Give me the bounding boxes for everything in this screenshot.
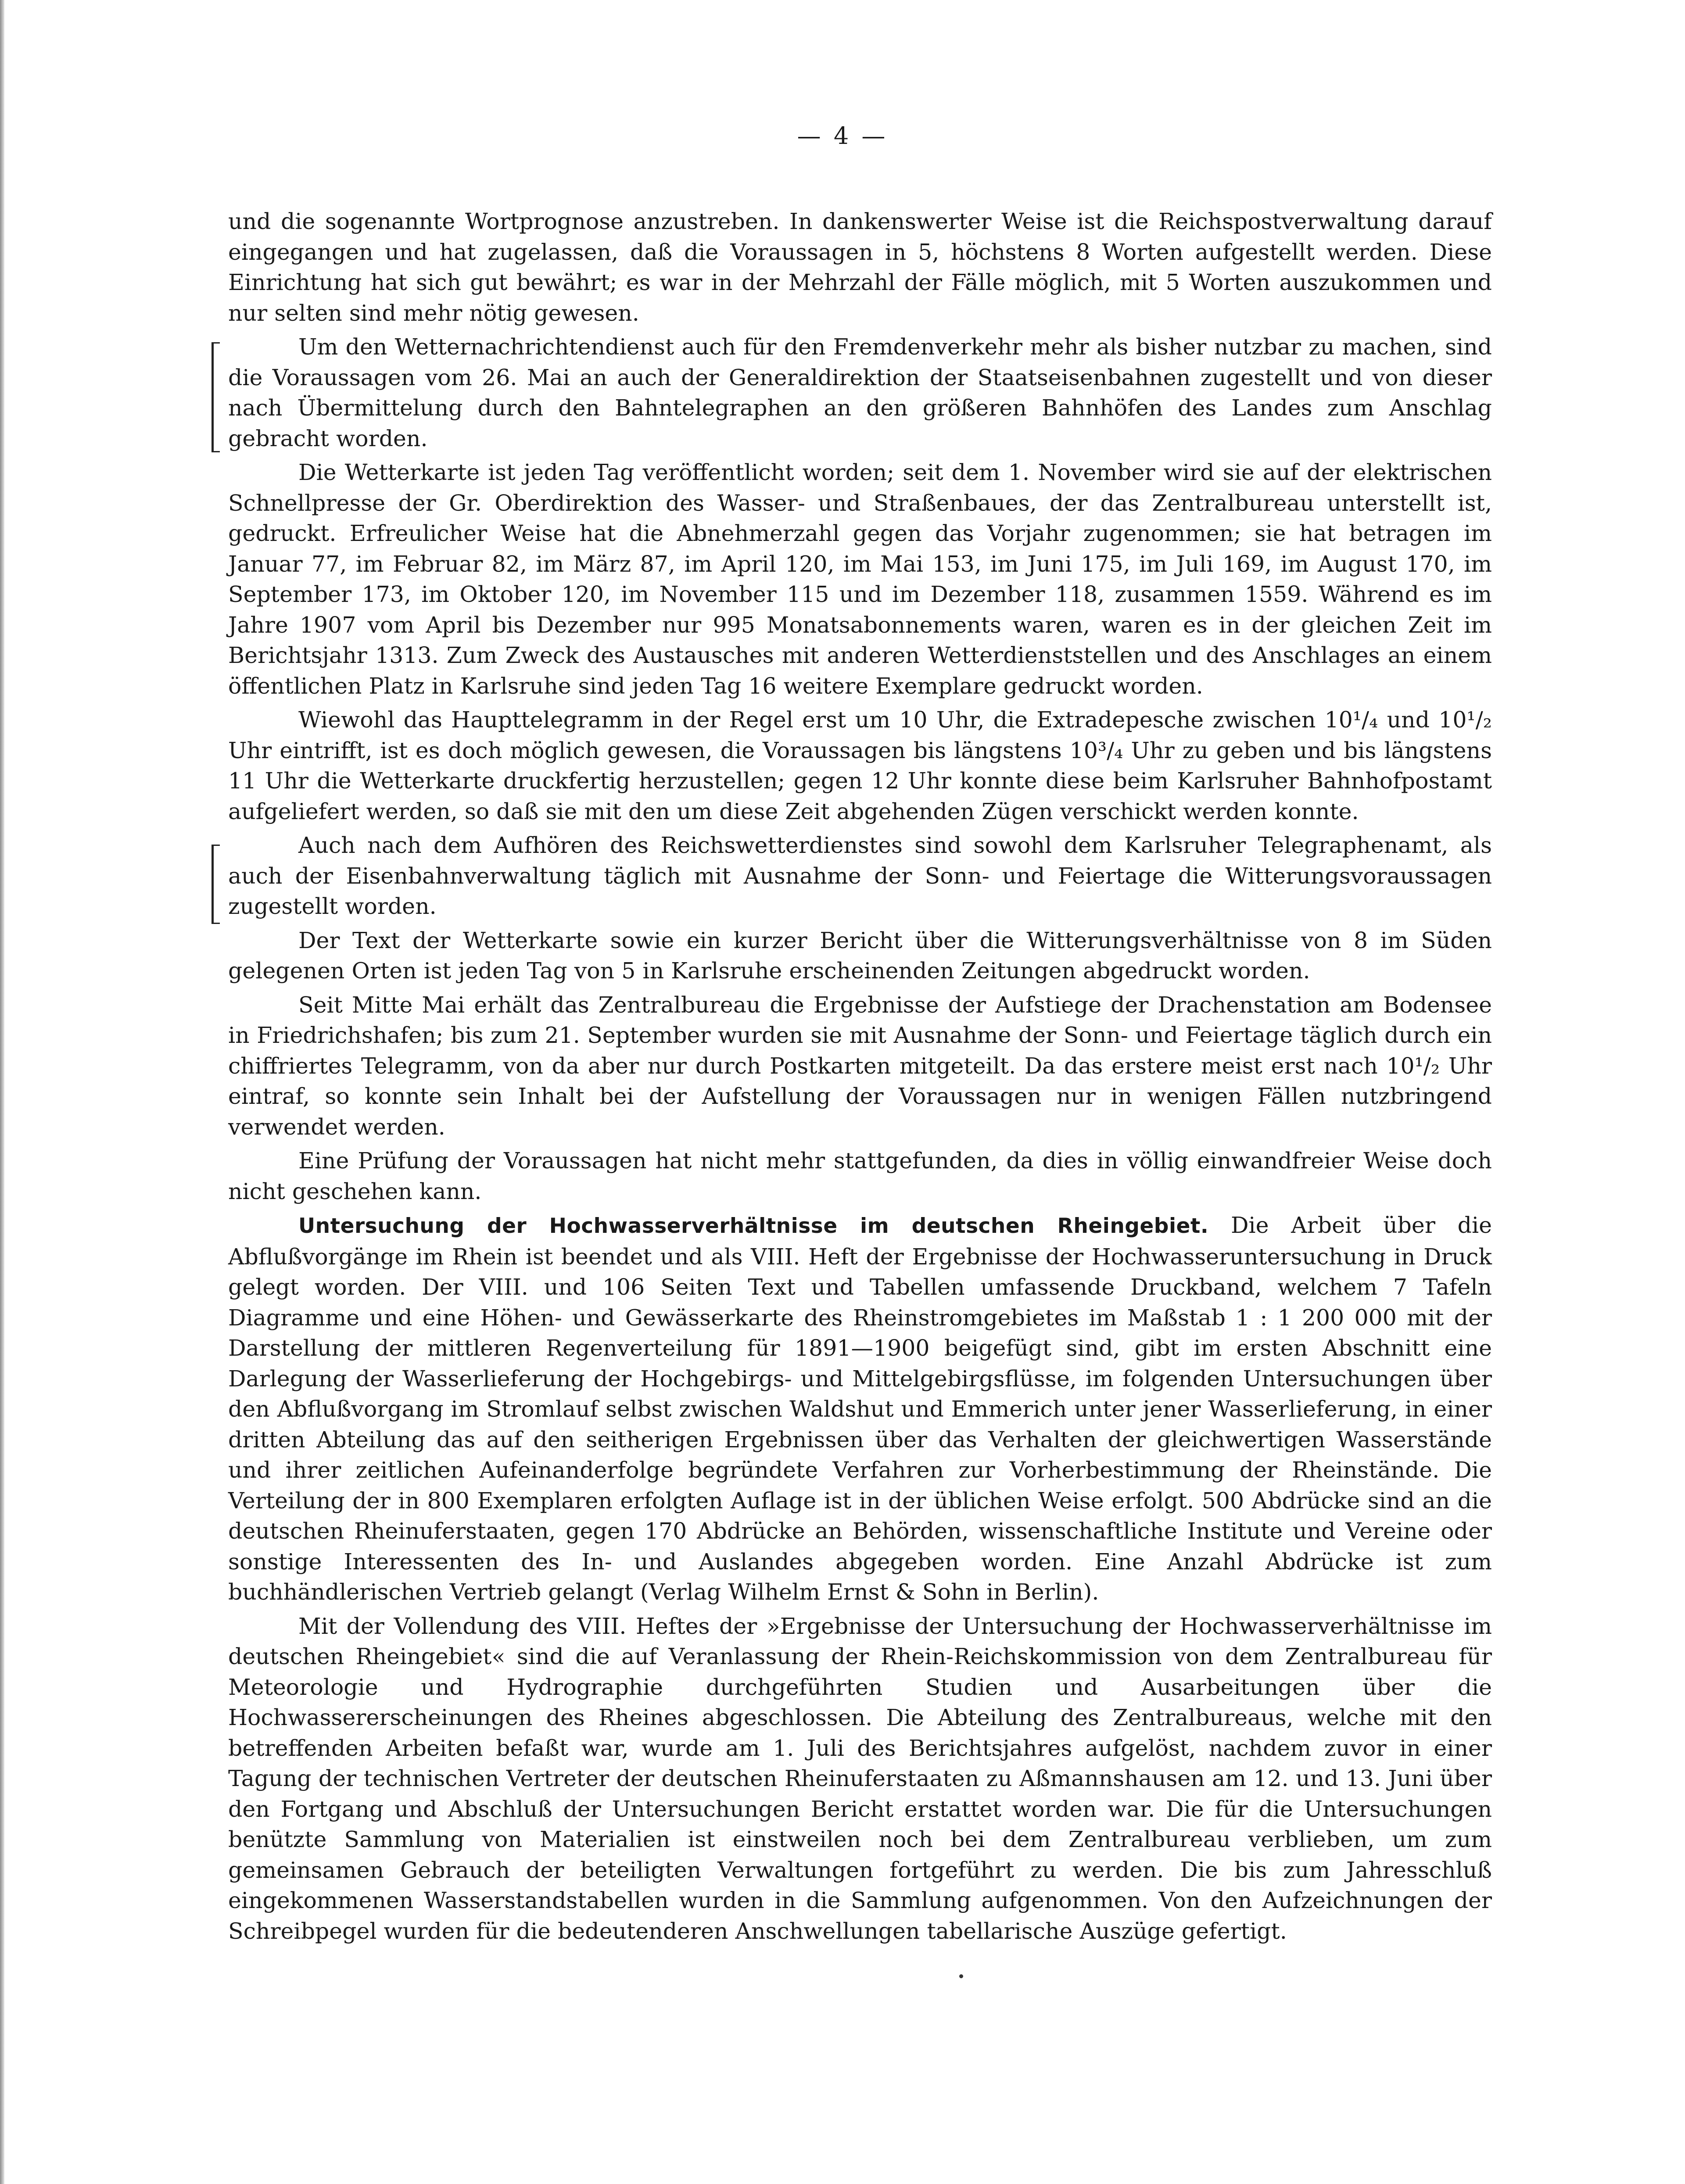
margin-bracket-2	[212, 845, 220, 924]
scan-edge-shadow	[0, 0, 4, 2184]
section-lead-text: Die Arbeit über die Abflußvorgänge im Rhein ist beendet und als VIII. Heft der Ergebnisse der Hochwasseruntersuchung in Druck gelegt worden. Der VIII. und 106 Seiten Text und Tabellen umfassende Druckband, welchem 7 Tafeln Diagramme und eine Höhen- und Gewässerkarte des Rheinstromgebietes im Maßstab 1 : 1 200 000 mit der Darstellung der mittleren Regenverteilung für 1891—1900 beigefügt sind, gibt im ersten Abschnitt eine Darlegung der Wasserlieferung der Hochgebirgs- und Mittelgebirgsflüsse, im folgenden Untersuchungen über den Abflußvorgang im Stromlauf selbst zwischen Waldshut und Emmerich unter jener Wasserlieferung, in einer dritten Abteilung das auf den seitherigen Ergebnissen über das Verhalten der gleichwertigen Wasserstände und ihrer zeitlichen Aufeinanderfolge begründete Verfahren zur Vorherbestimmung der Rheinstände. Die Verteilung der in 800 Exemplaren erfolgten Auflage ist in der üblichen Weise erfolgt. 500 Abdrücke sind an die deutschen Rheinuferstaaten, gegen 170 Abdrücke an Behörden, wissenschaftliche Institute und Vereine oder sonstige Interessenten des In- und Auslandes abgegeben worden. Eine Anzahl Abdrücke ist zum buchhändlerischen Vertrieb gelangt (Verlag Wilhelm Ernst & Sohn in Berlin).	[228, 1212, 1492, 1605]
paragraph: Wiewohl das Haupttelegramm in der Regel erst um 10 Uhr, die Extradepesche zwischen 10¹/₄ und 10¹/₂ Uhr eintrifft, ist es doch möglich gewesen, die Voraussagen bis längstens 10³/₄ Uhr zu geben und bis längstens 11 Uhr die Wetterkarte druckfertig herzustellen; gegen 12 Uhr konnte diese beim Karlsruher Bahnhofpostamt aufgeliefert werden, so daß sie mit den um diese Zeit abgehenden Zügen verschickt werden konnte.	[228, 707, 1492, 824]
paragraph: Auch nach dem Aufhören des Reichswetterdienstes sind sowohl dem Karlsruher Telegraphenamt, als auch der Eisenbahnverwaltung täglich mit Ausnahme der Sonn- und Feiertage die Witterungsvoraussagen zugestellt worden.	[228, 832, 1492, 919]
paragraph: Um den Wetternachrichtendienst auch für den Fremdenverkehr mehr als bisher nutzbar zu machen, sind die Voraussagen vom 26. Mai an auch der Generaldirektion der Staatseisenbahnen zugestellt und von dieser nach Übermittelung durch den Bahntelegraphen an den größeren Bahnhöfen des Landes zum Anschlag gebracht worden.	[228, 334, 1492, 451]
section-paragraph	[228, 1210, 1492, 1608]
stray-dot	[959, 1974, 963, 1978]
paragraph: Die Wetterkarte ist jeden Tag veröffentlicht worden; seit dem 1. November wird sie auf der elektrischen Schnellpresse der Gr. Oberdirektion des Wasser- und Straßenbaues, der das Zentralbureau unterstellt ist, gedruckt. Erfreulicher Weise hat die Abnehmerzahl gegen das Vorjahr zugenommen; sie hat betragen im Januar 77, im Februar 82, im März 87, im April 120, im Mai 153, im Juni 175, im Juli 169, im August 170, im September 173, im Oktober 120, im November 115 und im Dezember 118, zusammen 1559. Während es im Jahre 1907 vom April bis Dezember nur 995 Monatsabonnements waren, waren es in der gleichen Zeit im Berichtsjahr 1313. Zum Zweck des Austausches mit anderen Wetterdienststellen und des Anschlages an einem öffentlichen Platz in Karlsruhe sind jeden Tag 16 weitere Exemplare gedruckt worden.	[228, 459, 1492, 699]
paragraph: Eine Prüfung der Voraussagen hat nicht mehr stattgefunden, da dies in völlig einwandfreier Weise doch nicht geschehen kann.	[228, 1148, 1492, 1204]
page-number: — 4 —	[797, 122, 888, 150]
section-heading: Untersuchung der Hochwasserverhältnisse im deutschen Rheingebiet.	[298, 1214, 1209, 1238]
paragraph: Der Text der Wetterkarte sowie ein kurzer Bericht über die Witterungsverhältnisse von 8 im Süden gelegenen Orten ist jeden Tag von 5 in Karlsruhe erscheinenden Zeitungen abgedruckt worden.	[228, 927, 1492, 984]
paragraph: Seit Mitte Mai erhält das Zentralbureau die Ergebnisse der Aufstiege der Drachenstation am Bodensee in Friedrichshafen; bis zum 21. September wurden sie mit Ausnahme der Sonn- und Feiertage täglich durch ein chiffriertes Telegramm, von da aber nur durch Postkarten mitgeteilt. Da das erstere meist erst nach 10¹/₂ Uhr eintraf, so konnte sein Inhalt bei der Aufstellung der Voraussagen nur in wenigen Fällen nutzbringend verwendet werden.	[228, 992, 1492, 1140]
paragraph: und die sogenannte Wortprognose anzustreben. In dankenswerter Weise ist die Reichspostverwaltung darauf eingegangen und hat zugelassen, daß die Voraussagen in 5, höchstens 8 Worten aufgestellt werden. Diese Einrichtung hat sich gut bewährt; es war in der Mehrzahl der Fälle möglich, mit 5 Worten auszukommen und nur selten sind mehr nötig gewesen.	[228, 208, 1492, 326]
paragraph: Mit der Vollendung des VIII. Heftes der »Ergebnisse der Untersuchung der Hochwasserverhältnisse im deutschen Rheingebiet« sind die auf Veranlassung der Rhein-Reichskommission von dem Zentralbureau für Meteorologie und Hydrographie durchgeführten Studien und Ausarbeitungen über die Hochwassererscheinungen des Rheines abgeschlossen. Die Abteilung des Zentralbureaus, welche mit den betreffenden Arbeiten befaßt war, wurde am 1. Juli des Berichtsjahres aufgelöst, nachdem zuvor in einer Tagung der technischen Vertreter der deutschen Rheinuferstaaten zu Aßmannshausen am 12. und 13. Juni über den Fortgang und Abschluß der Untersuchungen Bericht erstattet worden war. Die für die Untersuchungen benützte Sammlung von Materialien ist einstweilen noch bei dem Zentralbureau verblieben, um zum gemeinsamen Gebrauch der beteiligten Verwaltungen fortgeführt zu werden. Die bis zum Jahresschluß eingekommenen Wasserstandstabellen wurden in die Sammlung aufgenommen. Von den Aufzeichnungen der Schreibpegel wurden für die bedeutenderen Anschwellungen tabellarische Auszüge gefertigt.	[228, 1613, 1492, 1944]
body-text	[228, 206, 1492, 1950]
margin-bracket-1	[212, 342, 220, 452]
